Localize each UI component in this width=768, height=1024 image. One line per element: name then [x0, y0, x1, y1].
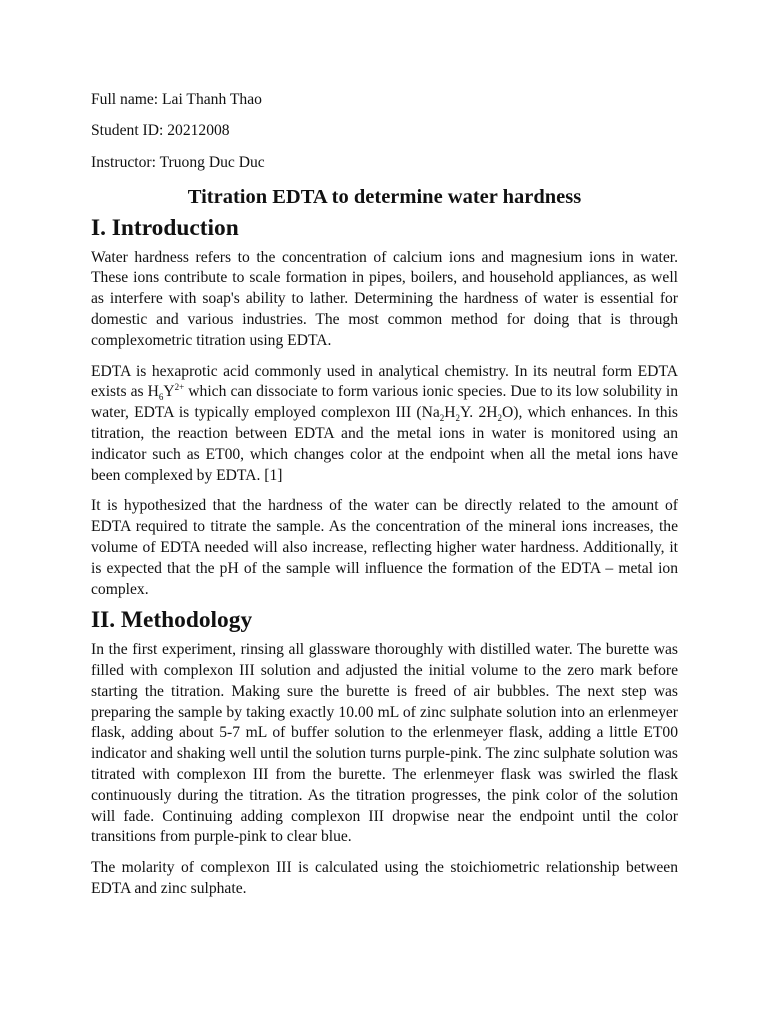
methodology-heading: II. Methodology [91, 607, 253, 634]
full-name-line: Full name: Lai Thanh Thao [91, 91, 262, 108]
text-run: EDTA is hexaprotic acid commonly used in analytical chemistry. In its neutral form EDTA exists as H [91, 362, 678, 401]
superscript: 2+ [174, 382, 185, 393]
subscript: 2 [497, 413, 502, 424]
instructor-line: Instructor: Truong Duc Duc [91, 153, 265, 171]
student-id-line: Student ID: 20212008 [91, 122, 230, 140]
introduction-paragraph-3: It is hypothesized that the hardness of the water can be directly related to the amount of EDTA required to titrate the sample. As the concentration of the mineral ions increases, the volume of EDTA needed will also increase, reflecting higher water hardness. Additionally, it is expected that the pH of the sample will influence the formation of the EDTA – metal ion complex. [91, 497, 678, 598]
introduction-paragraph-2 [91, 362, 678, 487]
subscript: 2 [455, 413, 461, 424]
introduction-heading: I. Introduction [91, 214, 239, 241]
text-run: which can dissociate to form various ionic species. Due to its low solubility in water, EDTA is typically employed complexon III (Na [91, 383, 678, 422]
introduction-paragraph-1: Water hardness refers to the concentration of calcium ions and magnesium ions in water. These ions contribute to scale formation in pipes, boilers, and household appliances, as well as interfere with soap's ability to lather. Determining the hardness of water is essential for domestic and various industries. The most common method for doing that is through complexometric titration using EDTA. [91, 248, 678, 349]
text-run: H [444, 404, 456, 422]
text-run: Y [163, 383, 175, 401]
text-run: O), which enhances. In this titration, the reaction between EDTA and the metal ions in water is monitored using an indicator such as ET00, which changes color at the endpoint when all the metal ions have been complexed by EDTA. [1] [91, 404, 678, 484]
methodology-paragraph-2: The molarity of complexon III is calculated using the stoichiometric relationship between EDTA and zinc sulphate. [91, 859, 678, 897]
subscript: 6 [158, 392, 164, 403]
subscript: 2 [439, 413, 445, 424]
text-run: Y. 2H [460, 404, 498, 422]
document-title: Titration EDTA to determine water hardness [187, 185, 582, 208]
document-page [91, 90, 678, 910]
methodology-paragraph-1: In the first experiment, rinsing all glassware thoroughly with distilled water. The burette was filled with complexon III solution and adjusted the initial volume to the zero mark before starting the titration. Making sure the burette is freed of air bubbles. The next step was preparing the sample by taking exactly 10.00 mL of zinc sulphate solution into an erlenmeyer flask, adding about 5-7 mL of buffer solution to the erlenmeyer flask, adding a little ET00 indicator and shaking well until the solution turns purple-pink. The zinc sulphate solution was titrated with complexon III from the burette. The erlenmeyer flask was swirled the flask continuously during the titration. As the titration progresses, the pink color of the solution will fade. Continuing adding complexon III dropwise near the endpoint until the color transitions from purple-pink to clear blue. [91, 641, 678, 846]
